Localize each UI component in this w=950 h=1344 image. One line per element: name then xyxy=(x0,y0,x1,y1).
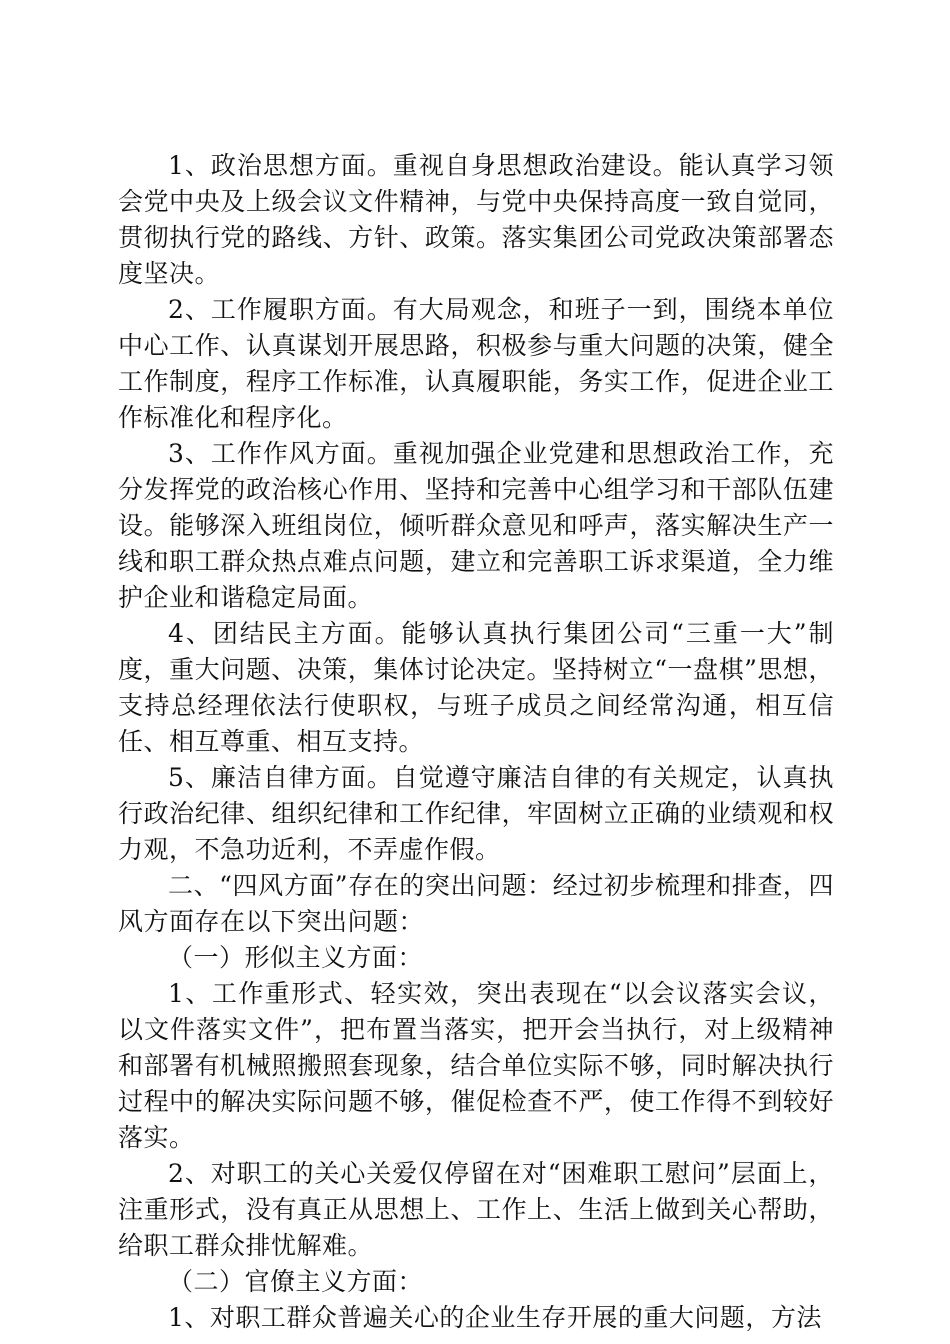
subheading-bureaucratism: （二）官僚主义方面： xyxy=(168,1267,424,1296)
paragraph-formalism-2: 2、对职工的关心关爱仅停留在对“困难职工慰问”层面上，注重形式，没有真正从思想上、工作上、生活上做到关心帮助，给职工群众排忧解难。 xyxy=(118,1159,834,1260)
paragraph-formalism-1: 1、工作重形式、轻实效，突出表现在“以会议落实会议，以文件落实文件”，把布置当落实，把开会当执行，对上级精神和部署有机械照搬照套现象，结合单位实际不够，同时解决执行过程中的解决实际问题不够，催促检查不严，使工作得不到较好落实。 xyxy=(118,979,834,1152)
paragraph-political-thought: 1、政治思想方面。重视自身思想政治建设。能认真学习领会党中央及上级会议文件精神，与党中央保持高度一致自觉同，贯彻执行党的路线、方针、政策。落实集团公司党政决策部署态度坚决。 xyxy=(118,151,834,288)
subheading-formalism: （一）形似主义方面： xyxy=(168,943,424,972)
document-body xyxy=(118,148,834,1336)
paragraph-bureaucratism-1: 1、对职工群众普遍关心的企业生存开展的重大问题，方法 xyxy=(168,1303,822,1332)
paragraph-unity-democracy: 4、团结民主方面。能够认真执行集团公司“三重一大”制度，重大问题、决策，集体讨论决定。坚持树立“一盘棋”思想，支持总经理依法行使职权，与班子成员之间经常沟通，相互信任、相互尊重、相互支持。 xyxy=(118,619,834,756)
section-heading-four-styles: 二、“四风方面”存在的突出问题：经过初步梳理和排查，四风方面存在以下突出问题： xyxy=(118,871,834,936)
paragraph-integrity: 5、廉洁自律方面。自觉遵守廉洁自律的有关规定，认真执行政治纪律、组织纪律和工作纪律，牢固树立正确的业绩观和权力观，不急功近利，不弄虚作假。 xyxy=(118,763,834,864)
paragraph-work-style: 3、工作作风方面。重视加强企业党建和思想政治工作，充分发挥党的政治核心作用、坚持和完善中心组学习和干部队伍建设。能够深入班组岗位，倾听群众意见和呼声，落实解决生产一线和职工群众热点难点问题，建立和完善职工诉求渠道，全力维护企业和谐稳定局面。 xyxy=(118,439,834,612)
paragraph-work-duty: 2、工作履职方面。有大局观念，和班子一到，围绕本单位中心工作、认真谋划开展思路，积极参与重大问题的决策，健全工作制度，程序工作标准，认真履职能，务实工作，促进企业工作标准化和程序化。 xyxy=(118,295,834,432)
